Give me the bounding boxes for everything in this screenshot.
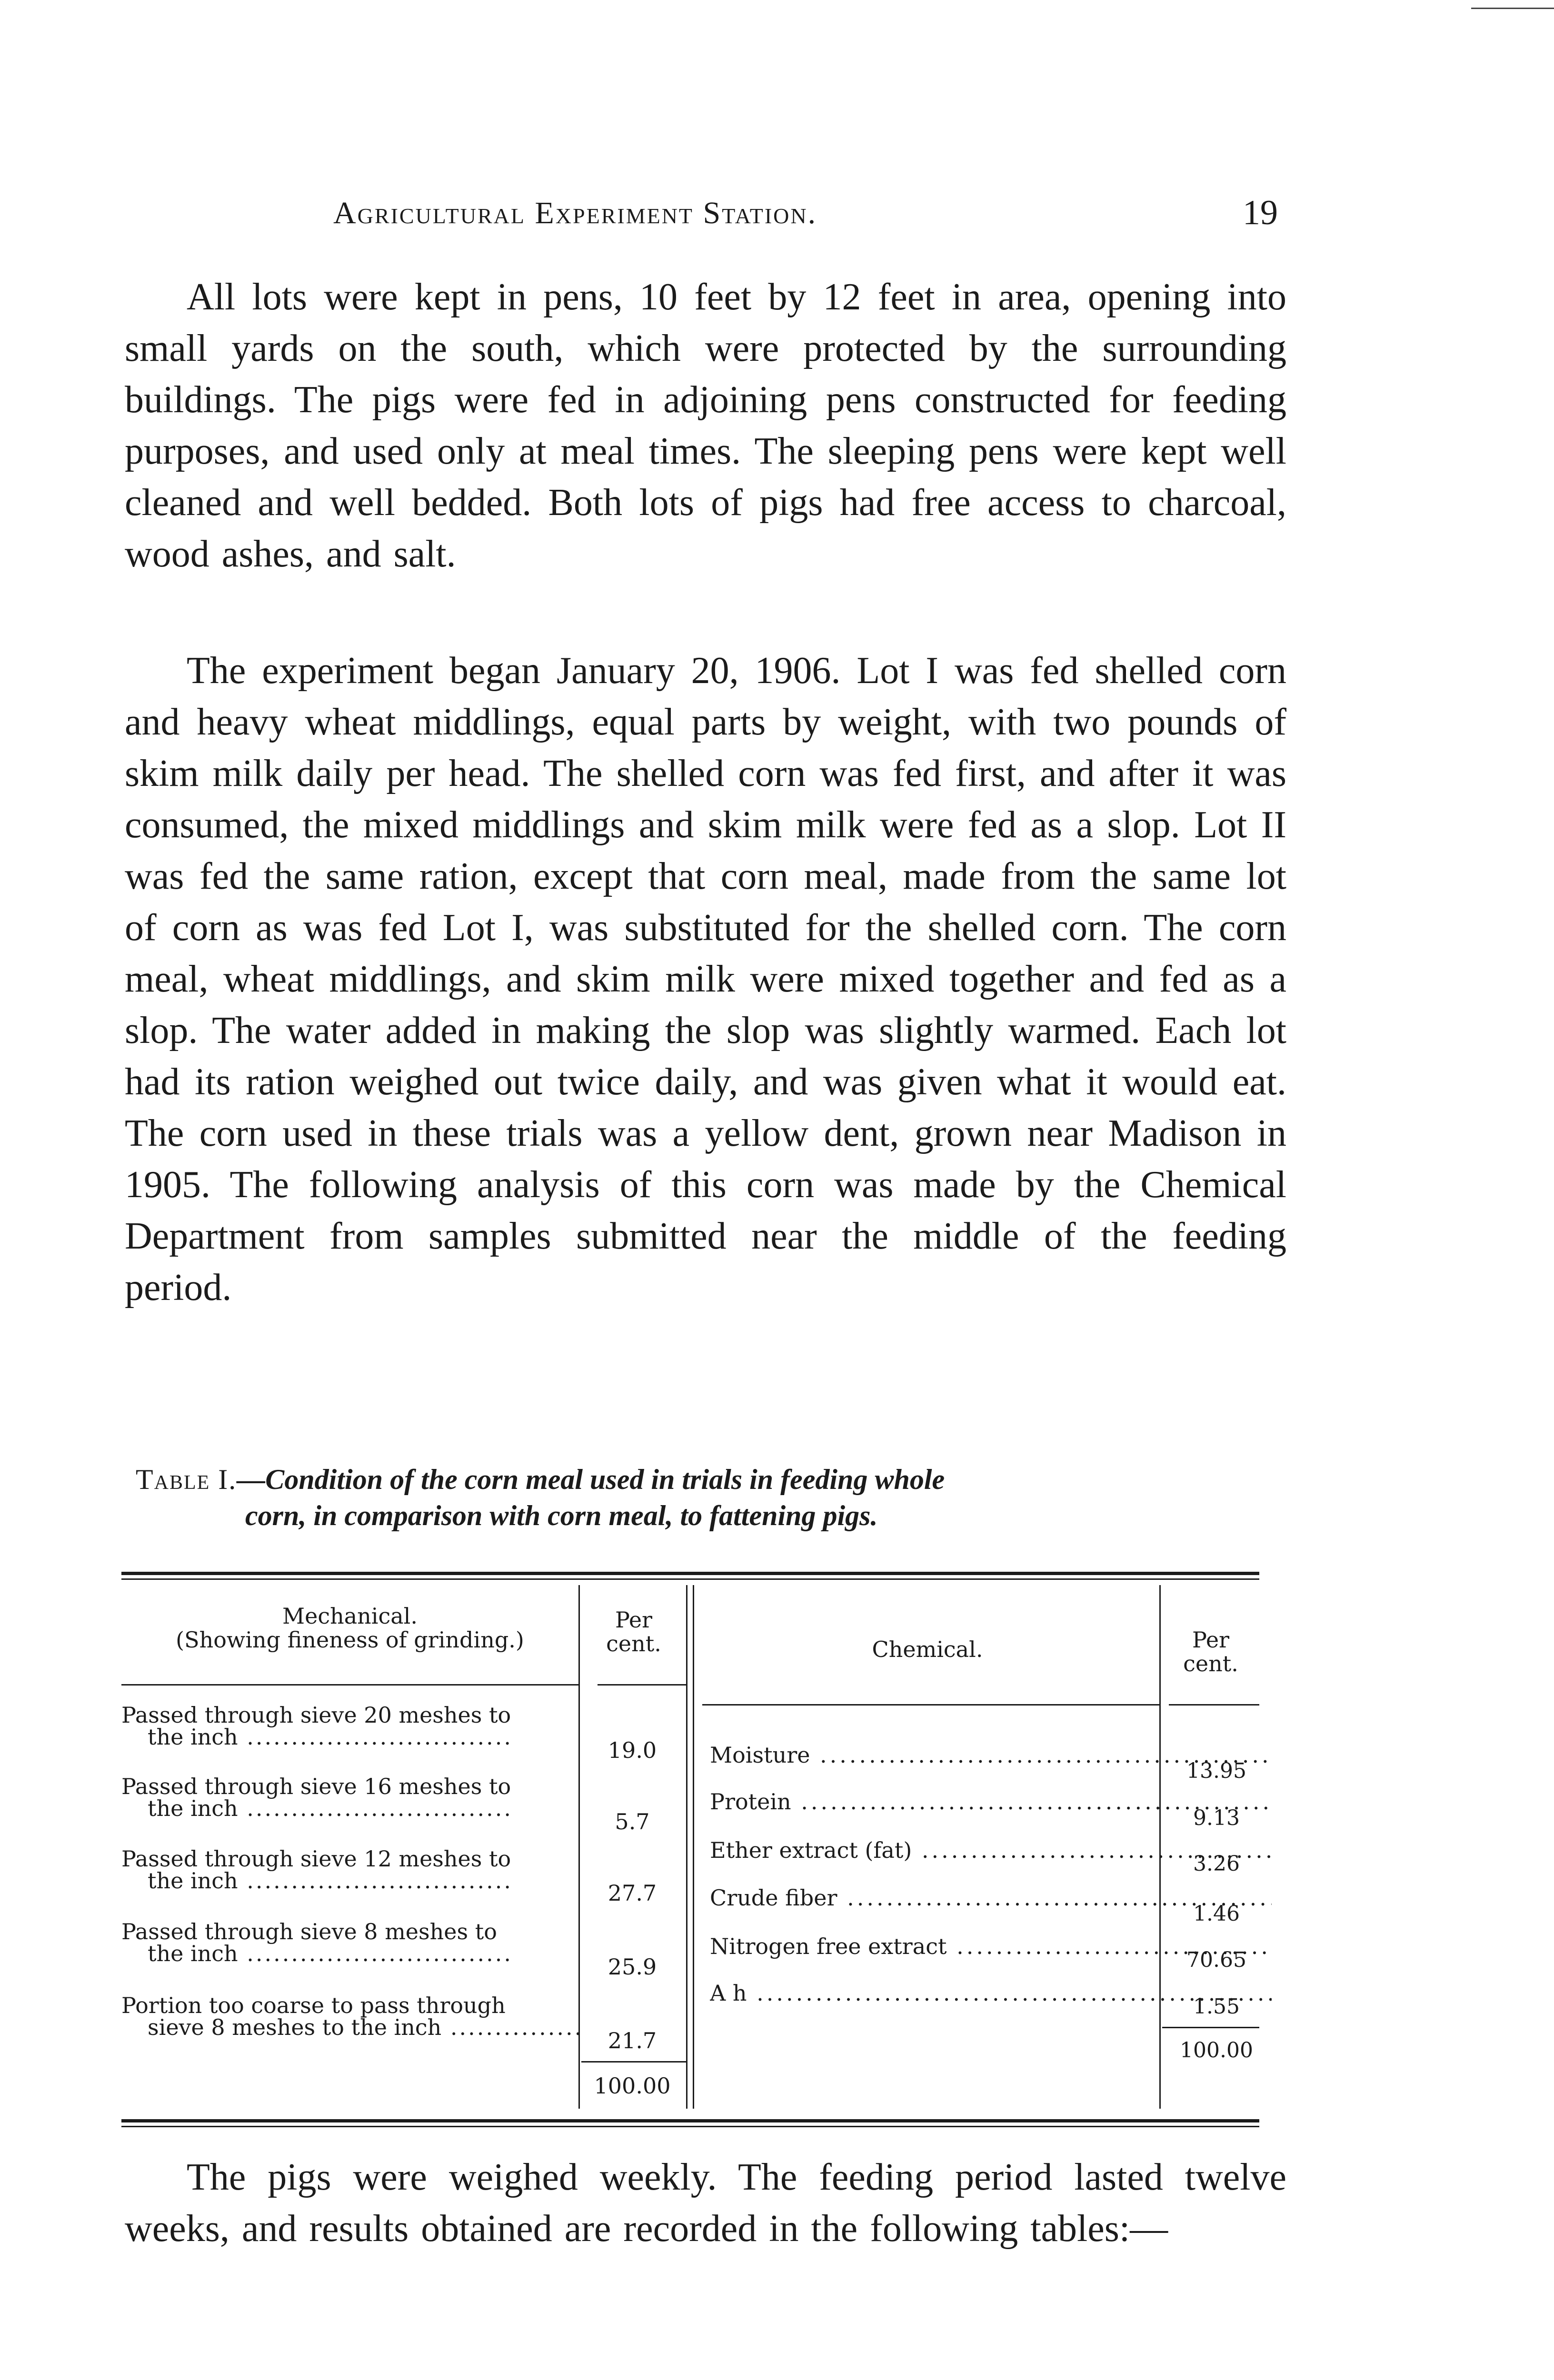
mech-total-rule bbox=[581, 2061, 686, 2063]
mech-row-text-cont: the inch ..... bbox=[148, 1726, 513, 1748]
chem-row-nitrogen-free-extract: Nitrogen free extract ..... bbox=[710, 1934, 1272, 1959]
page-number: 19 bbox=[1243, 193, 1278, 232]
table-bottom-rule bbox=[121, 2119, 1259, 2122]
table-caption bbox=[136, 1461, 1278, 1534]
percent-header-underline bbox=[598, 1684, 686, 1686]
mech-row-text: Passed through sieve 16 meshes to bbox=[121, 1774, 511, 1799]
mechanical-header-line1: Mechanical. bbox=[282, 1603, 418, 1629]
mech-percent-header bbox=[581, 1608, 686, 1656]
corner-rule bbox=[1471, 8, 1554, 9]
mech-row-8-mesh bbox=[121, 1921, 578, 1964]
mech-row-16-mesh bbox=[121, 1775, 578, 1819]
chem-row-ash: A h ..... bbox=[710, 1980, 1272, 2006]
chem-percent-header-line2: cent. bbox=[1183, 1651, 1238, 1676]
mech-value-20-mesh: 19.0 bbox=[608, 1737, 657, 1763]
mech-row-coarse bbox=[121, 1994, 578, 2038]
chem-value-nitrogen-free-extract: 70.65 bbox=[1186, 1948, 1246, 1972]
mech-total: 100.00 bbox=[594, 2073, 671, 2099]
mech-row-text-cont: the inch ..... bbox=[148, 1943, 513, 1964]
mech-row-text-cont: sieve 8 meshes to the inch ..... bbox=[148, 2016, 578, 2038]
chem-percent-header-line1: Per bbox=[1192, 1627, 1230, 1653]
chem-value-crude-fiber: 1.46 bbox=[1193, 1902, 1240, 1926]
paragraph-weighing: The pigs were weighed weekly. The feeding period lasted twelve weeks, and results obtained are recorded in the following tables:— bbox=[125, 2156, 1286, 2250]
mech-row-20-mesh bbox=[121, 1704, 578, 1748]
table-title-line2: corn, in comparison with corn meal, to fattening pigs. bbox=[245, 1500, 878, 1531]
mech-row-text: Passed through sieve 8 meshes to bbox=[121, 1919, 497, 1944]
chem-header-underline bbox=[702, 1704, 1159, 1706]
table-top-rule bbox=[121, 1572, 1259, 1575]
mech-row-text-cont: the inch ..... bbox=[148, 1797, 513, 1819]
chem-percent-header bbox=[1162, 1628, 1259, 1676]
table-title-line1: —Condition of the corn meal used in trials in feeding whole bbox=[237, 1464, 945, 1495]
table-label: Table I. bbox=[136, 1464, 237, 1495]
mech-value-8-mesh: 25.9 bbox=[608, 1954, 657, 1980]
mechanical-header-line2: (Showing fineness of grinding.) bbox=[176, 1627, 524, 1653]
mech-header-underline bbox=[121, 1684, 578, 1686]
mech-row-text-cont: the inch ..... bbox=[148, 1870, 513, 1892]
chem-value-moisture: 13.95 bbox=[1186, 1759, 1246, 1783]
mechanical-header bbox=[121, 1604, 578, 1652]
mech-row-12-mesh bbox=[121, 1848, 578, 1892]
divider-percent-chem-a bbox=[686, 1585, 687, 2109]
chem-value-ether-extract: 3.26 bbox=[1193, 1852, 1240, 1876]
chem-value-protein: 9.13 bbox=[1193, 1806, 1240, 1830]
mech-row-text: Portion too coarse to pass through bbox=[121, 1993, 506, 2018]
running-head: Agricultural Experiment Station. bbox=[333, 196, 817, 230]
divider-percent-chem-b bbox=[693, 1585, 694, 2109]
table-top-rule-thin bbox=[121, 1578, 1259, 1580]
paragraph-pens: All lots were kept in pens, 10 feet by 12 feet in area, opening into small yards on the south, which were protected by the surrounding buildings. The pigs were fed in adjoining pens constructed for feeding purposes, and used only at meal times. The sleeping pens were kept well cleaned and well bedded. Both lots of pigs had free access to charcoal, wood ashes, and salt. bbox=[125, 276, 1286, 575]
chem-row-crude-fiber: Crude fiber ..... bbox=[710, 1885, 1272, 1911]
mech-percent-header-line2: cent. bbox=[606, 1631, 661, 1656]
divider-mech-percent bbox=[578, 1585, 580, 2109]
chem-total-rule bbox=[1162, 2027, 1259, 2028]
corn-analysis-table bbox=[121, 1585, 1259, 2123]
chemical-header: Chemical. bbox=[872, 1636, 983, 1662]
chem-row-protein: Protein ..... bbox=[710, 1789, 1272, 1815]
chem-row-ether-extract: Ether extract (fat) ..... bbox=[710, 1837, 1272, 1863]
chem-row-moisture: Moisture ..... bbox=[710, 1742, 1272, 1768]
chem-total: 100.00 bbox=[1180, 2038, 1253, 2063]
mech-value-12-mesh: 27.7 bbox=[608, 1880, 657, 1906]
mech-row-text: Passed through sieve 20 meshes to bbox=[121, 1702, 511, 1728]
mech-value-coarse: 21.7 bbox=[608, 2028, 657, 2053]
table-bottom-rule-thin bbox=[121, 2126, 1259, 2127]
mech-percent-header-line1: Per bbox=[615, 1607, 653, 1633]
paragraph-experiment: The experiment began January 20, 1906. Lot I was fed shelled corn and heavy wheat middlings, equal parts by weight, with two pounds of skim milk daily per head. The shelled corn was fed first, and after it was consumed, the mixed middlings and skim milk were fed as a slop. Lot II was fed the same ration, except that corn meal, made from the same lot of corn as was fed Lot I, was substituted for the shelled corn. The corn meal, wheat middlings, and skim milk were mixed together and fed as a slop. The water added in making the slop was slightly warmed. Each lot had its ration weighed out twice daily, and was given what it would eat. The corn used in these trials was a yellow dent, grown near Madison in 1905. The following analysis of this corn was made by the Chemical Department from samples submitted near the middle of the feeding period. bbox=[125, 650, 1286, 1309]
chem-value-ash: 1.55 bbox=[1193, 1994, 1240, 2019]
mech-value-16-mesh: 5.7 bbox=[615, 1809, 650, 1835]
mech-row-text: Passed through sieve 12 meshes to bbox=[121, 1846, 511, 1872]
chem-percent-header-underline bbox=[1169, 1704, 1259, 1706]
